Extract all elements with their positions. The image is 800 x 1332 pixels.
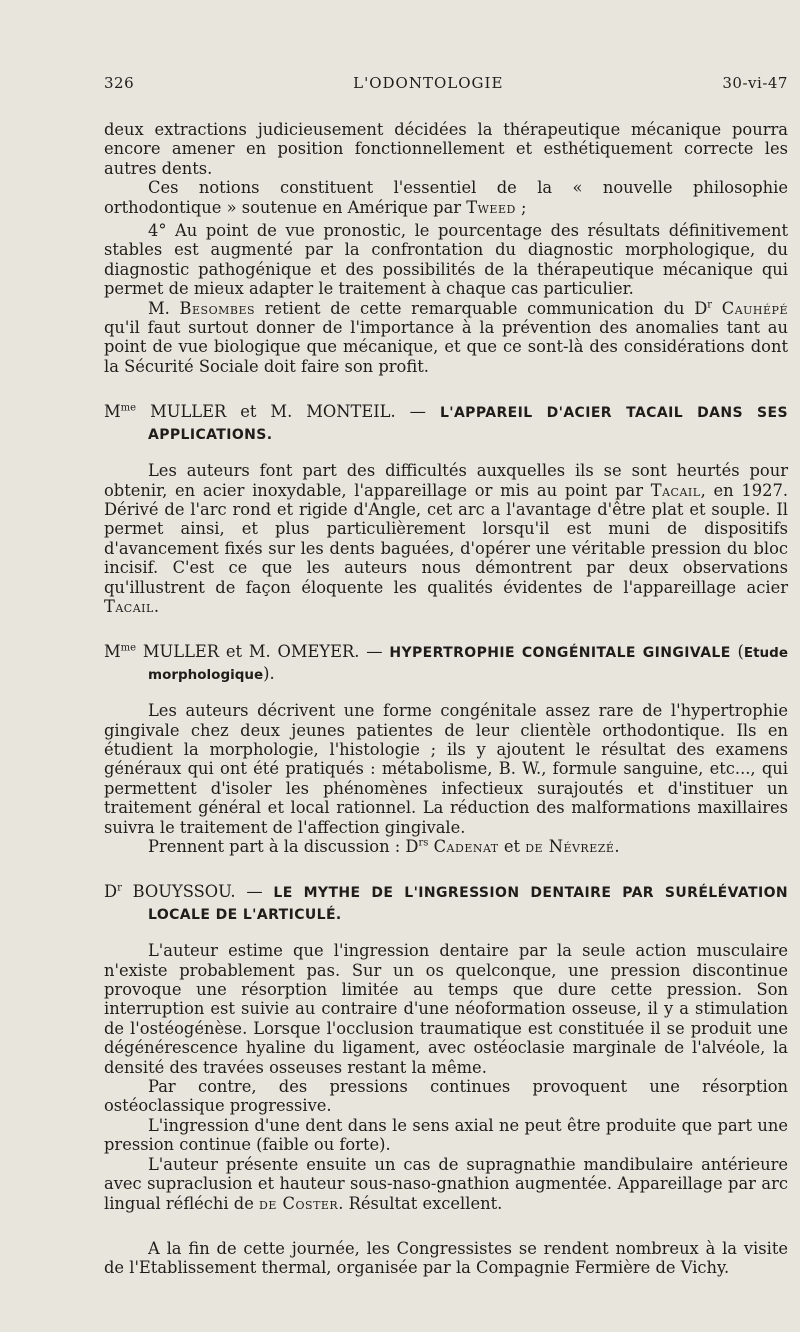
paragraph (104, 1155, 788, 1213)
person-name: Besombes (179, 298, 256, 318)
section-title: L'APPAREIL D'ACIER TACAIL DANS SES APPLICATIONS. (148, 405, 788, 443)
superscript: me (120, 642, 137, 654)
paragraph: Les auteurs décrivent une forme congénitale assez rare de l'hypertrophie gingivale chez deux jeunes patientes de leur clientèle orthodontique. Ils en étudient la morphologie, l'histologie ; ils y ajoutent le résultat des examens généraux qui ont été pratiqués : métabolisme, B. W., formule sanguine, etc..., qui permettent d'isoler les phénomènes infectieux surajoutés et d'instituer un traitement général et local rationnel. La réduction des malformations maxillaires suivra le traitement de l'affection gingivale. (104, 701, 788, 837)
communication-section (104, 882, 788, 1213)
text-run: . Résultat excellent. (338, 1193, 503, 1213)
communication-section (104, 642, 788, 856)
page-number: 326 (104, 74, 135, 92)
person-name: Tacail (650, 480, 701, 500)
text-run: ; (515, 197, 527, 217)
author-prefix: M (104, 402, 121, 422)
paragraph: Par contre, des pressions continues provoquent une résorption ostéoclassique progressive. (104, 1077, 788, 1116)
text-run: retient de cette remarquable communication du D (255, 298, 708, 318)
text-run: ( (730, 642, 744, 662)
text-run: . (614, 837, 620, 856)
section-authors: MULLER et M. OMEYER. — (136, 642, 390, 662)
section-title: HYPERTROPHIE CONGÉNITALE GINGIVALE (389, 645, 731, 662)
text-run: ). (263, 663, 275, 683)
text-run: Prennent part à la discussion : D (148, 837, 419, 856)
person-name: Tweed (466, 197, 516, 217)
paragraph: deux extractions judicieusement décidées la thérapeutique mécanique pourra encore amener en position fonctionnellement et esthétiquement correcte les autres dents. (104, 120, 788, 178)
section-heading (104, 882, 788, 925)
journal-title: L'ODONTOLOGIE (353, 74, 504, 92)
running-header (104, 74, 788, 92)
paragraph: L'auteur estime que l'ingression dentaire par la seule action musculaire n'existe probablement pas. Sur un os quelconque, une pression discontinue provoque une résorption limitée au temps que dure cette pression. Son interruption est suivie au contraire d'une néoformation osseuse, il y a stimulation de l'ostéogénèse. Lorsque l'occlusion traumatique est constituée il se produit une dégénérescence hyaline du ligament, avec ostéoclasie marginale de l'alvéole, la densité des travées osseuses restant la même. (104, 941, 788, 1077)
superscript: me (120, 402, 137, 414)
section-authors: BOUYSSOU. — (121, 882, 274, 902)
superscript: r (707, 299, 713, 311)
person-name: Cauhépé (721, 298, 788, 318)
text-run: . (153, 596, 160, 616)
paragraph: L'ingression d'une dent dans le sens axial ne peut être produite que part une pression continue (faible ou forte). (104, 1115, 788, 1155)
paragraph (104, 461, 788, 616)
author-prefix: D (104, 882, 118, 902)
text-run: , en 1927. Dérivé de l'arc rond et rigide d'Angle, cet arc a l'avantage d'être plat et souple. Il permet ainsi, et plus particulièrement lorsqu'il est muni de dispositifs d'avancement fixés sur les dents baguées, d'opérer une véritable pression du bloc incisif. C'est ce que les auteurs nous démontrent par deux observations qu'illustrent de façon éloquente les qualités évidentes de l'appareillage acier (104, 480, 788, 597)
section-heading (104, 402, 788, 445)
section-authors: MULLER et M. MONTEIL. — (136, 402, 440, 422)
paragraph (104, 837, 788, 856)
text-run: qu'il faut surtout donner de l'importance à la prévention des anomalies tant au point de vue biologique que mécanique, et que ce sont-là des considérations dont la Sécurité Sociale doit faire son profit. (104, 318, 788, 376)
text-run: Les auteurs font part des difficultés auxquelles ils se sont heurtés pour obtenir, en acier inoxydable, l'appareillage or mis au point par (104, 461, 788, 500)
section-subtitle: Etude morphologique (148, 645, 788, 683)
person-name: de Coster (259, 1193, 339, 1213)
person-name: de Névrezé (525, 837, 615, 856)
section-title: LE MYTHE DE L'INGRESSION DENTAIRE PAR SURÉLÉVATION LOCALE DE L'ARTICULÉ. (148, 885, 788, 923)
person-name: Cadenat (433, 837, 499, 856)
text-run: et (498, 837, 526, 856)
paragraph (104, 178, 788, 217)
paragraph: A la fin de cette journée, les Congressistes se rendent nombreux à la visite de l'Etablissement thermal, organisée par la Compagnie Fermière de Vichy. (104, 1238, 788, 1278)
superscript: r (117, 882, 122, 894)
paragraph: 4° Au point de vue pronostic, le pourcentage des résultats définitivement stables est augmenté par la confrontation du diagnostic morphologique, du diagnostic pathogénique et des possibilités de la thérapeutique mécanique qui permet de mieux adapter le traitement à chaque cas particulier. (104, 221, 788, 299)
communication-section (104, 402, 788, 616)
closing-section (104, 1239, 788, 1278)
section-heading (104, 642, 788, 685)
paragraph (104, 299, 788, 377)
person-name: Tacail (104, 596, 154, 616)
text-run: M. (148, 298, 180, 318)
text-run: Ces notions constituent l'essentiel de la « nouvelle philosophie orthodontique » soutenue en Amérique par (104, 178, 788, 217)
superscript: rs (418, 837, 429, 849)
issue-date: 30-vi-47 (722, 74, 788, 92)
text-run: L'auteur présente ensuite un cas de supragnathie mandibulaire antérieure avec supraclusion et hauteur sous-naso-gnathion augmentée. Appareillage par arc lingual réfléchi de (104, 1154, 788, 1213)
author-prefix: M (104, 642, 121, 662)
